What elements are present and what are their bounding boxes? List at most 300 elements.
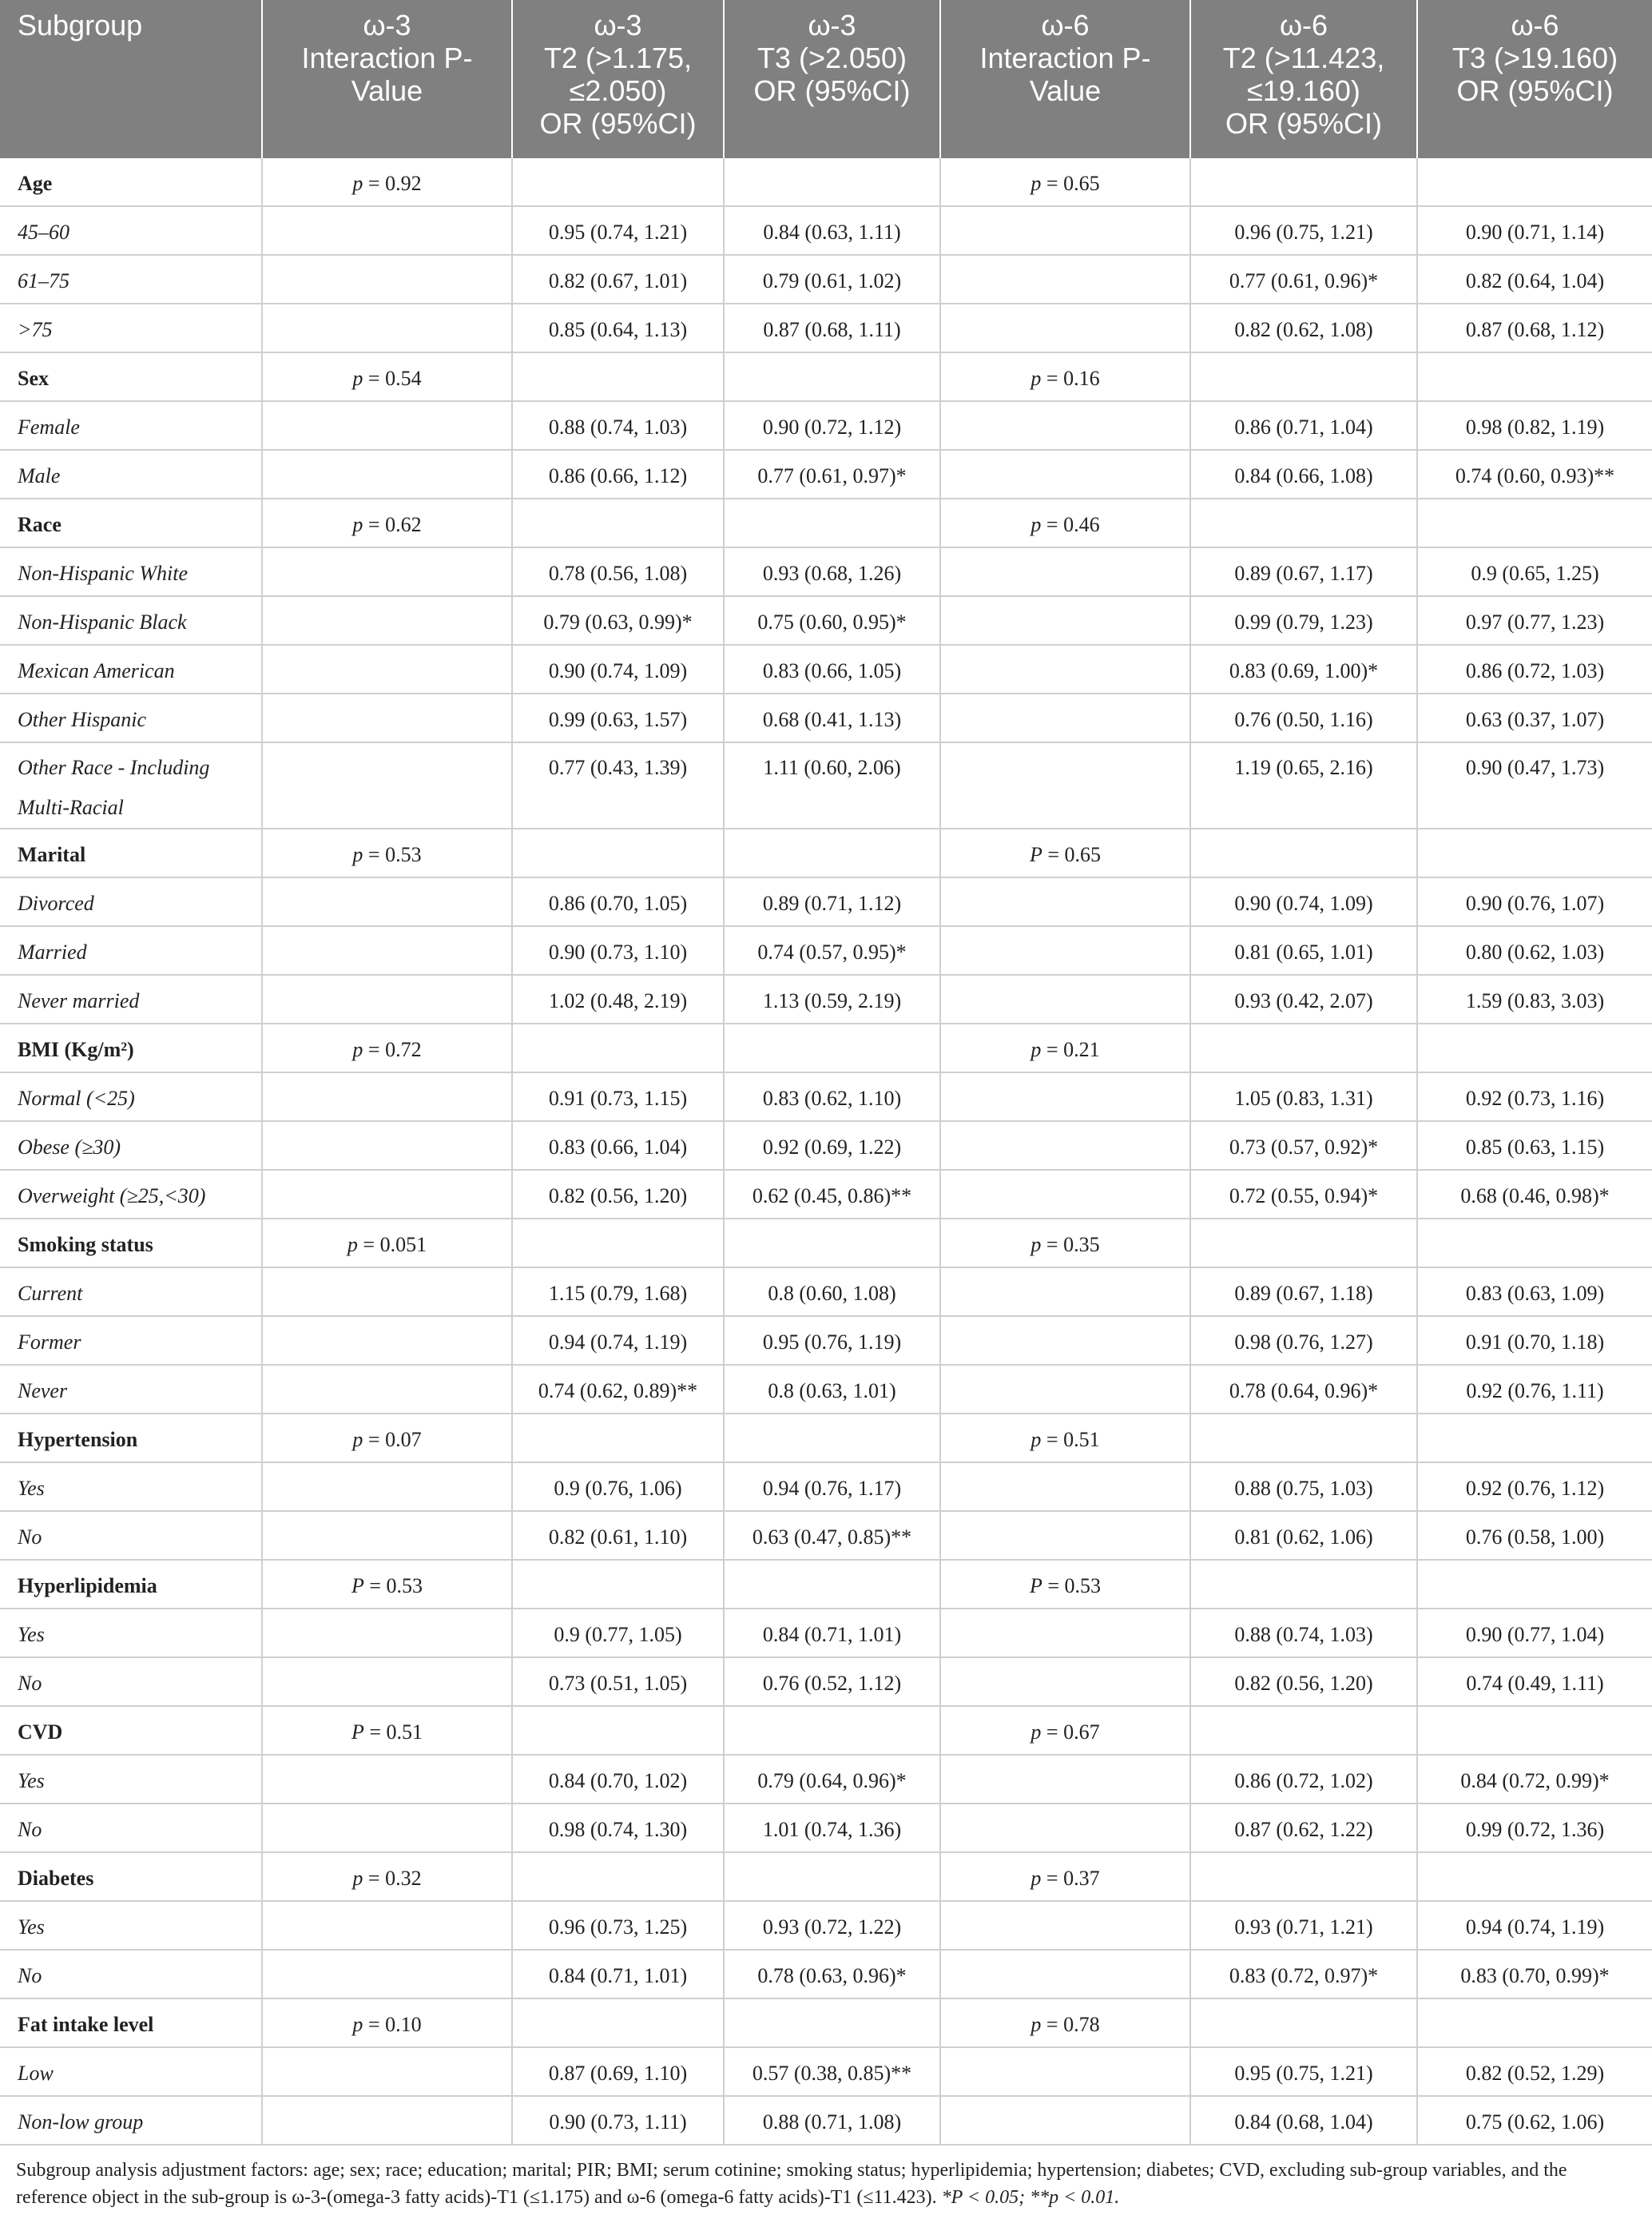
empty-cell — [262, 877, 512, 926]
empty-cell — [262, 1316, 512, 1365]
group-label-text: CVD — [18, 1720, 63, 1744]
empty-cell-text — [725, 1853, 939, 1863]
empty-cell-text — [941, 1756, 1189, 1766]
w6-t2-or — [1190, 1462, 1417, 1511]
w3-interaction-p — [262, 1024, 512, 1072]
subgroup-label — [0, 1755, 262, 1804]
empty-cell — [1417, 158, 1652, 206]
w3-interaction-p-text: p = 0.07 — [352, 1428, 422, 1451]
w6-t3-or — [1417, 255, 1652, 304]
w6-t3-or-text: 1.59 (0.83, 3.03) — [1465, 989, 1605, 1012]
group-label — [0, 1024, 262, 1072]
w3-t3-or — [724, 1755, 940, 1804]
w3-t3-or — [724, 1901, 940, 1950]
w3-t2-or — [512, 2096, 724, 2145]
w3-t3-or — [724, 1462, 940, 1511]
w3-interaction-p — [262, 158, 512, 206]
subgroup-label-text: Non-Hispanic White — [18, 562, 189, 585]
header-w3-t3-l2: T3 (>2.050) — [757, 42, 907, 74]
group-label — [0, 158, 262, 206]
w6-t2-or-text: 0.77 (0.61, 0.96)* — [1229, 269, 1379, 292]
group-row — [0, 829, 1652, 877]
w3-t3-or — [724, 645, 940, 694]
empty-cell-text — [941, 1463, 1189, 1473]
empty-cell-text — [513, 1999, 723, 2010]
w6-t3-or — [1417, 1121, 1652, 1170]
w3-t3-or-text: 0.77 (0.61, 0.97)* — [757, 464, 907, 487]
w6-t3-or — [1417, 1609, 1652, 1657]
w3-interaction-p-text: p = 0.53 — [352, 843, 422, 866]
empty-cell-text — [941, 1658, 1189, 1668]
subgroup-label — [0, 1511, 262, 1560]
w6-t2-or — [1190, 2096, 1417, 2145]
table-row — [0, 975, 1652, 1024]
w6-interaction-p-text: p = 0.51 — [1031, 1428, 1100, 1451]
table-row — [0, 926, 1652, 975]
group-label — [0, 1560, 262, 1609]
group-row — [0, 1852, 1652, 1901]
w6-t3-or-text: 0.86 (0.72, 1.03) — [1465, 659, 1605, 682]
subgroup-label — [0, 1609, 262, 1657]
w6-interaction-p — [940, 1706, 1190, 1755]
w6-t3-or — [1417, 547, 1652, 596]
empty-cell-text — [941, 927, 1189, 937]
empty-cell-text — [941, 646, 1189, 656]
w6-t3-or — [1417, 1365, 1652, 1414]
w6-t2-or-text: 0.96 (0.75, 1.21) — [1234, 221, 1373, 244]
table-row — [0, 450, 1652, 499]
w6-t2-or — [1190, 1950, 1417, 1998]
empty-cell — [940, 450, 1190, 499]
empty-cell-text — [263, 1951, 511, 1961]
w6-t2-or — [1190, 645, 1417, 694]
w3-interaction-p — [262, 499, 512, 547]
group-label — [0, 1998, 262, 2047]
empty-cell-text — [263, 1171, 511, 1181]
empty-cell-text — [1418, 829, 1652, 840]
empty-cell — [940, 1755, 1190, 1804]
w6-t2-or — [1190, 1511, 1417, 1560]
w3-interaction-p — [262, 1560, 512, 1609]
w3-t3-or — [724, 1950, 940, 1998]
w3-t3-or — [724, 596, 940, 645]
w3-t2-or-text: 0.85 (0.64, 1.13) — [548, 318, 688, 341]
table-row — [0, 1609, 1652, 1657]
w3-interaction-p — [262, 1706, 512, 1755]
w3-t3-or-text: 1.11 (0.60, 2.06) — [763, 756, 901, 779]
w3-t3-or-text: 0.79 (0.61, 1.02) — [762, 269, 902, 292]
w3-interaction-p-text: p = 0.62 — [352, 513, 422, 536]
w6-t3-or — [1417, 596, 1652, 645]
empty-cell — [724, 1706, 940, 1755]
subgroup-label-text: Mexican American — [18, 659, 175, 682]
subgroup-label — [0, 596, 262, 645]
w3-t3-or-text: 1.13 (0.59, 2.19) — [762, 989, 902, 1012]
empty-cell-text — [941, 402, 1189, 412]
subgroup-label — [0, 1121, 262, 1170]
header-w6-t2-l4: OR (95%CI) — [1225, 107, 1383, 140]
empty-cell-text — [513, 158, 723, 169]
w3-t2-or-text: 0.86 (0.70, 1.05) — [548, 892, 688, 915]
w6-t2-or — [1190, 1267, 1417, 1316]
empty-cell-text — [1191, 499, 1416, 510]
empty-cell — [512, 1852, 724, 1901]
group-label — [0, 1414, 262, 1462]
p-symbol: p — [1031, 367, 1042, 390]
header-w6-interaction-l3: Value — [1029, 74, 1102, 107]
empty-cell — [512, 1998, 724, 2047]
table-row — [0, 596, 1652, 645]
empty-cell — [940, 2096, 1190, 2145]
w6-interaction-p — [940, 352, 1190, 401]
empty-cell — [262, 1511, 512, 1560]
empty-cell — [940, 645, 1190, 694]
w6-t3-or — [1417, 1316, 1652, 1365]
w3-t2-or-text: 0.84 (0.71, 1.01) — [548, 1964, 688, 1987]
empty-cell — [1417, 1560, 1652, 1609]
w6-t3-or-text: 0.82 (0.64, 1.04) — [1465, 269, 1605, 292]
empty-cell — [262, 1121, 512, 1170]
w6-t2-or — [1190, 304, 1417, 352]
w6-t2-or — [1190, 1755, 1417, 1804]
w6-t2-or-text: 0.83 (0.69, 1.00)* — [1229, 659, 1379, 682]
empty-cell-text — [513, 1414, 723, 1425]
empty-cell — [940, 1511, 1190, 1560]
header-w6-t3-l3: OR (95%CI) — [1456, 74, 1614, 107]
w6-t2-or — [1190, 547, 1417, 596]
empty-cell — [1417, 1219, 1652, 1267]
empty-cell — [940, 1072, 1190, 1121]
empty-cell — [1190, 1852, 1417, 1901]
empty-cell-text — [1191, 1414, 1416, 1425]
w3-t3-or-text: 1.01 (0.74, 1.36) — [762, 1818, 902, 1841]
w6-t3-or — [1417, 1462, 1652, 1511]
w6-t2-or — [1190, 742, 1417, 829]
w6-t3-or-text: 0.90 (0.47, 1.73) — [1465, 756, 1605, 779]
w6-t3-or-text: 0.90 (0.77, 1.04) — [1465, 1623, 1605, 1646]
empty-cell-text — [263, 976, 511, 986]
w3-t2-or-text: 0.82 (0.56, 1.20) — [548, 1184, 688, 1207]
w6-t3-or — [1417, 926, 1652, 975]
subgroup-label-text: 45–60 — [18, 221, 69, 244]
empty-cell — [724, 1414, 940, 1462]
footnote-sig1: *P < 0.05; — [941, 2187, 1026, 2208]
w3-t2-or — [512, 547, 724, 596]
table-row — [0, 2096, 1652, 2145]
empty-cell — [940, 1657, 1190, 1706]
subgroup-label-text: Non-low group — [18, 2110, 144, 2134]
w6-t3-or — [1417, 694, 1652, 742]
w3-interaction-p-text: P = 0.53 — [351, 1574, 423, 1597]
w3-t3-or — [724, 1511, 940, 1560]
w6-t3-or-text: 0.83 (0.70, 0.99)* — [1460, 1964, 1610, 1987]
w3-interaction-p — [262, 352, 512, 401]
header-w3-interaction-l1: ω-3 — [363, 9, 411, 42]
w6-t2-or-text: 0.81 (0.65, 1.01) — [1234, 941, 1373, 964]
w6-t2-or-text: 0.84 (0.66, 1.08) — [1234, 464, 1373, 487]
w6-t3-or — [1417, 2047, 1652, 2096]
group-label-text: Race — [18, 513, 62, 536]
header-w3-t3 — [724, 0, 940, 158]
w6-t3-or-text: 0.83 (0.63, 1.09) — [1465, 1282, 1605, 1305]
w6-t3-or-text: 0.74 (0.60, 0.93)** — [1455, 464, 1615, 487]
empty-cell-text — [941, 1609, 1189, 1620]
empty-cell-text — [263, 1268, 511, 1279]
group-row — [0, 352, 1652, 401]
w6-t2-or-text: 1.05 (0.83, 1.31) — [1234, 1087, 1373, 1110]
w6-t2-or-text: 0.84 (0.68, 1.04) — [1234, 2110, 1373, 2134]
empty-cell — [262, 1462, 512, 1511]
w6-t2-or-text: 0.72 (0.55, 0.94)* — [1229, 1184, 1379, 1207]
w3-t2-or-text: 0.94 (0.74, 1.19) — [548, 1330, 688, 1354]
empty-cell-text — [263, 1658, 511, 1668]
table-row — [0, 255, 1652, 304]
w6-t2-or-text: 0.98 (0.76, 1.27) — [1234, 1330, 1373, 1354]
empty-cell — [262, 645, 512, 694]
w3-t2-or — [512, 1316, 724, 1365]
w6-t3-or-text: 0.84 (0.72, 0.99)* — [1460, 1769, 1610, 1792]
empty-cell — [512, 1219, 724, 1267]
w6-t2-or — [1190, 2047, 1417, 2096]
w3-t2-or — [512, 926, 724, 975]
empty-cell — [940, 547, 1190, 596]
w6-interaction-p — [940, 158, 1190, 206]
subgroup-label — [0, 1804, 262, 1852]
subgroup-label-text: Married — [18, 941, 87, 964]
w6-t3-or — [1417, 1804, 1652, 1852]
p-symbol: p — [352, 367, 363, 390]
empty-cell-text — [941, 304, 1189, 315]
p-symbol: P — [351, 1720, 364, 1744]
empty-cell — [940, 206, 1190, 255]
subgroup-label-text: >75 — [18, 318, 53, 341]
empty-cell-text — [941, 207, 1189, 217]
empty-cell — [724, 1219, 940, 1267]
w6-interaction-p — [940, 1024, 1190, 1072]
w3-t2-or — [512, 1950, 724, 1998]
w3-t2-or — [512, 304, 724, 352]
w3-t3-or-text: 0.62 (0.45, 0.86)** — [752, 1184, 912, 1207]
empty-cell-text — [941, 2097, 1189, 2107]
header-w6-t2-l2: T2 (>11.423, — [1222, 42, 1385, 74]
subgroup-label-text: Current — [18, 1282, 83, 1305]
w3-t2-or — [512, 206, 724, 255]
w6-t3-or — [1417, 450, 1652, 499]
group-label-text: BMI (Kg/m²) — [18, 1038, 134, 1061]
empty-cell-text — [1418, 1414, 1652, 1425]
w6-t2-or-text: 0.82 (0.56, 1.20) — [1234, 1672, 1373, 1695]
header-w6-interaction-l2: Interaction P- — [979, 42, 1151, 74]
empty-cell — [512, 1560, 724, 1609]
p-symbol: p — [352, 1867, 363, 1890]
subgroup-label — [0, 1901, 262, 1950]
empty-cell-text — [263, 694, 511, 705]
w3-t3-or — [724, 1804, 940, 1852]
w3-t2-or-text: 0.90 (0.73, 1.11) — [549, 2110, 687, 2134]
subgroup-label-text: Never married — [18, 989, 140, 1012]
table-row — [0, 694, 1652, 742]
w6-t2-or — [1190, 1121, 1417, 1170]
w3-t2-or-text: 0.90 (0.74, 1.09) — [548, 659, 688, 682]
empty-cell — [262, 304, 512, 352]
w3-t2-or-text: 0.79 (0.63, 0.99)* — [543, 610, 693, 634]
w3-t3-or-text: 0.78 (0.63, 0.96)* — [757, 1964, 907, 1987]
empty-cell-text — [263, 1463, 511, 1473]
w3-t2-or — [512, 1365, 724, 1414]
empty-cell-text — [513, 1707, 723, 1717]
w3-t2-or-text: 0.84 (0.70, 1.02) — [548, 1769, 688, 1792]
table-row — [0, 401, 1652, 450]
table-row — [0, 1072, 1652, 1121]
empty-cell-text — [1191, 353, 1416, 364]
w3-t2-or-text: 0.83 (0.66, 1.04) — [548, 1135, 688, 1159]
subgroup-label — [0, 1657, 262, 1706]
table-row — [0, 1365, 1652, 1414]
empty-cell — [262, 1657, 512, 1706]
w6-t3-or — [1417, 206, 1652, 255]
w6-t3-or-text: 0.92 (0.76, 1.12) — [1465, 1477, 1605, 1500]
w6-t2-or-text: 0.82 (0.62, 1.08) — [1234, 318, 1373, 341]
group-label — [0, 829, 262, 877]
table-row — [0, 1804, 1652, 1852]
subgroup-label — [0, 1950, 262, 1998]
empty-cell — [512, 829, 724, 877]
subgroup-label-text: Yes — [18, 1477, 45, 1500]
w3-t3-or-text: 0.89 (0.71, 1.12) — [762, 892, 902, 915]
group-label — [0, 1219, 262, 1267]
subgroup-label — [0, 694, 262, 742]
w3-interaction-p — [262, 1998, 512, 2047]
subgroup-label — [0, 304, 262, 352]
w3-t3-or-text: 0.76 (0.52, 1.12) — [762, 1672, 902, 1695]
empty-cell — [940, 1901, 1190, 1950]
w6-t2-or — [1190, 1316, 1417, 1365]
group-row — [0, 499, 1652, 547]
empty-cell-text — [941, 256, 1189, 266]
w3-t2-or-text: 0.77 (0.43, 1.39) — [548, 756, 688, 779]
p-symbol: p — [1031, 172, 1042, 195]
empty-cell — [940, 1121, 1190, 1170]
header-w6-t2-l3: ≤19.160) — [1247, 74, 1360, 107]
group-label-text: Fat intake level — [18, 2013, 154, 2036]
w6-t2-or-text: 0.76 (0.50, 1.16) — [1234, 708, 1373, 731]
group-label — [0, 1852, 262, 1901]
p-symbol: P — [1029, 843, 1042, 866]
empty-cell — [724, 1852, 940, 1901]
empty-cell-text — [941, 597, 1189, 607]
subgroup-label — [0, 926, 262, 975]
header-w6-interaction — [940, 0, 1190, 158]
empty-cell — [940, 1609, 1190, 1657]
empty-cell-text — [941, 451, 1189, 461]
empty-cell-text — [263, 548, 511, 559]
w3-t3-or-text: 0.8 (0.60, 1.08) — [768, 1282, 896, 1305]
empty-cell — [262, 450, 512, 499]
empty-cell — [1190, 158, 1417, 206]
p-symbol: P — [351, 1574, 364, 1597]
subgroup-label-text: No — [18, 1672, 42, 1695]
w6-t2-or — [1190, 1072, 1417, 1121]
empty-cell-text — [1191, 1999, 1416, 2010]
w3-t3-or — [724, 877, 940, 926]
empty-cell — [1190, 499, 1417, 547]
empty-cell-text — [725, 1024, 939, 1035]
empty-cell — [724, 1560, 940, 1609]
subgroup-label-text: Never — [18, 1379, 68, 1402]
w6-interaction-p-text: p = 0.37 — [1031, 1867, 1100, 1890]
w6-t3-or — [1417, 1755, 1652, 1804]
empty-cell — [262, 975, 512, 1024]
w3-interaction-p-text: p = 0.10 — [352, 2013, 422, 2036]
empty-cell — [940, 255, 1190, 304]
empty-cell — [1417, 1706, 1652, 1755]
empty-cell — [940, 1462, 1190, 1511]
empty-cell — [262, 1950, 512, 1998]
empty-cell-text — [263, 1073, 511, 1084]
empty-cell — [1190, 1414, 1417, 1462]
w3-interaction-p — [262, 1414, 512, 1462]
table-row — [0, 877, 1652, 926]
w6-t2-or — [1190, 1657, 1417, 1706]
w3-t3-or — [724, 1072, 940, 1121]
w6-t2-or-text: 0.88 (0.75, 1.03) — [1234, 1477, 1373, 1500]
w3-t2-or-text: 0.82 (0.61, 1.10) — [548, 1525, 688, 1549]
w6-t2-or-text: 0.88 (0.74, 1.03) — [1234, 1623, 1373, 1646]
empty-cell — [940, 1316, 1190, 1365]
w6-t2-or-text: 1.19 (0.65, 2.16) — [1234, 756, 1373, 779]
table-row — [0, 1901, 1652, 1950]
subgroup-label-text: No — [18, 1525, 42, 1549]
w3-t3-or-text: 0.92 (0.69, 1.22) — [762, 1135, 902, 1159]
w6-t3-or-text: 0.94 (0.74, 1.19) — [1465, 1915, 1605, 1939]
empty-cell — [1190, 1560, 1417, 1609]
header-w3-interaction — [262, 0, 512, 158]
footnote-sig2: **p < 0.01. — [1030, 2187, 1120, 2208]
empty-cell-text — [725, 1219, 939, 1230]
empty-cell — [940, 926, 1190, 975]
w3-t2-or-text: 1.02 (0.48, 2.19) — [548, 989, 688, 1012]
empty-cell — [1190, 352, 1417, 401]
w6-interaction-p-text: P = 0.53 — [1029, 1574, 1102, 1597]
w6-t3-or-text: 0.74 (0.49, 1.11) — [1466, 1672, 1604, 1695]
empty-cell — [724, 352, 940, 401]
empty-cell — [262, 1170, 512, 1219]
empty-cell — [262, 1267, 512, 1316]
subgroup-label-text: Overweight (≥25,<30) — [18, 1184, 206, 1207]
table-row — [0, 1170, 1652, 1219]
empty-cell — [940, 401, 1190, 450]
w6-t3-or-text: 0.76 (0.58, 1.00) — [1465, 1525, 1605, 1549]
w6-t2-or — [1190, 255, 1417, 304]
subgroup-label — [0, 742, 262, 829]
table-row — [0, 1462, 1652, 1511]
empty-cell-text — [1418, 158, 1652, 169]
empty-cell-text — [513, 1853, 723, 1863]
subgroup-label — [0, 1170, 262, 1219]
empty-cell-text — [941, 1512, 1189, 1522]
w3-t3-or-text: 0.75 (0.60, 0.95)* — [757, 610, 907, 634]
w3-interaction-p — [262, 829, 512, 877]
empty-cell — [940, 1170, 1190, 1219]
w6-t3-or-text: 0.9 (0.65, 1.25) — [1471, 562, 1599, 585]
w6-t2-or — [1190, 1804, 1417, 1852]
empty-cell-text — [1191, 1561, 1416, 1571]
w3-t3-or — [724, 2096, 940, 2145]
subgroup-label-text: Male — [18, 464, 61, 487]
w3-t2-or-text: 0.9 (0.76, 1.06) — [554, 1477, 682, 1500]
subgroup-label — [0, 1316, 262, 1365]
w3-t3-or — [724, 1365, 940, 1414]
